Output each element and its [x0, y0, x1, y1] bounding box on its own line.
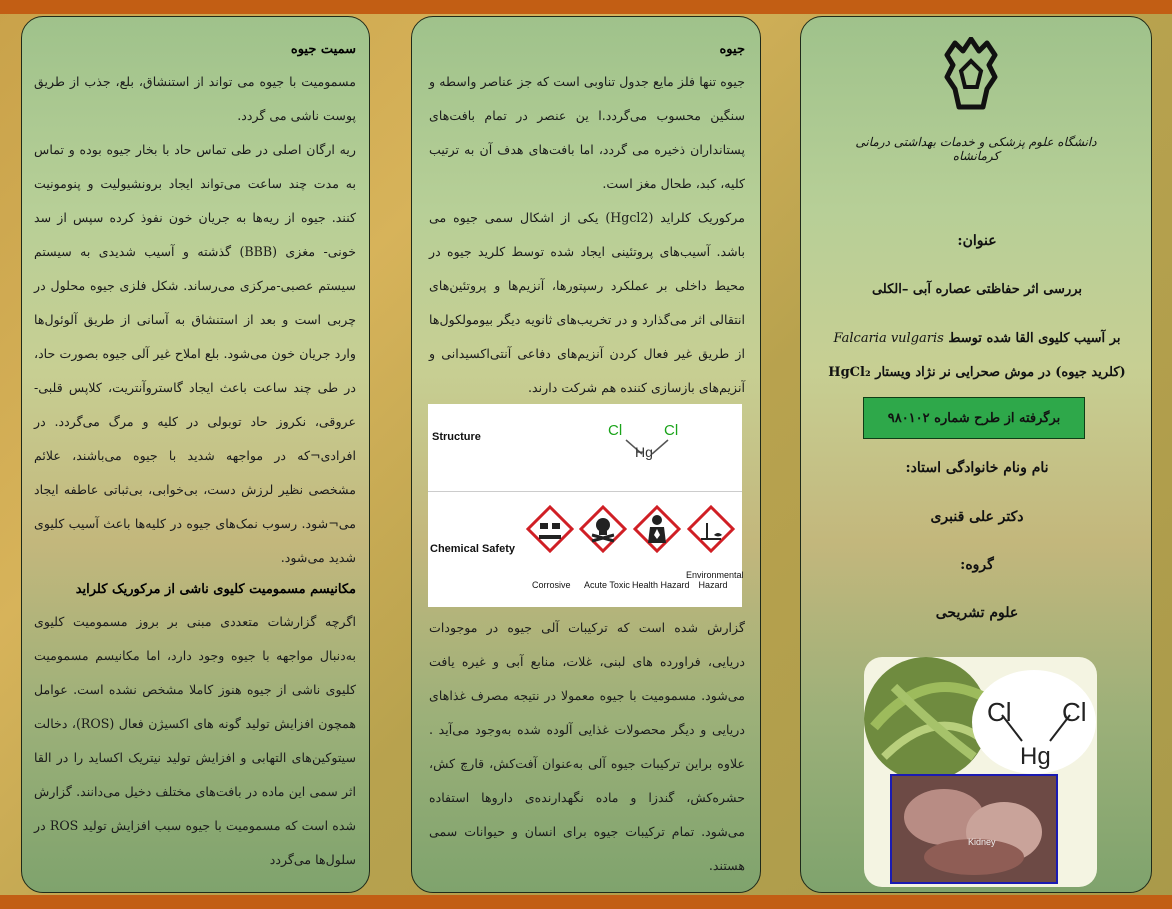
- photo-cl-right: Cl: [1062, 697, 1087, 727]
- title-line-2-fa: بر آسیب کلیوی القا شده توسط: [948, 331, 1121, 346]
- toxicity-paragraph-2: ریه ارگان اصلی در طی تماس حاد با بخار جیوه بوده و تماس به مدت چند ساعت می‌تواند ایجاد برونشیولیت و پنومونیت کنند. جیوه از ریه‌ها به جریان خون نفوذ کرده سپس از سد خونی- مغزی (BBB) گذشته و آسیب شدیدی به سیستم سیستم عصبی-مرکزی می‌رساند. شکل فلزی جیوه محلول در چربی است و بعد از استنشاق به آسانی از طریق آلوئول‌ها وارد جریان خون می‌شود. بلع املاح غیر آلی جیوه بصورت حاد، در طی چند ساعت باعث ایجاد گاستروآنتریت، کلاپس قلبی-عروقی، نکروز حاد توبولی در کلیه و مرگ می‌گردد. در افرادی¬که در مواجهه شدید با جیوه می‌باشند، علائم مشخصی نظیر لرزش دست، بی‌خوابی، بی‌ثباتی عاطفه ایجاد می¬شود. رسوب نمک‌های جیوه در کلیه‌ها باعث آسیب کلیوی شدید می‌شود.: [34, 142, 356, 565]
- hazard-health: Health Hazard: [632, 580, 690, 590]
- structure-cl-left: Cl: [608, 422, 623, 439]
- university-name: دانشگاه علوم پزشکی و خدمات بهداشتی درمانی کرمانشاه: [855, 135, 1097, 163]
- bottom-orange-bar: [0, 895, 1172, 909]
- title-line-3: [801, 365, 1152, 380]
- supervisor-label: نام ونام خانوادگی استاد:: [905, 460, 1049, 476]
- hazard-acute-toxic: Acute Toxic: [584, 580, 630, 590]
- mercury-title: جیوه: [719, 42, 745, 57]
- mercury-paragraph-1: جیوه تنها فلز مایع جدول تناوبی است که جز عناصر واسطه و سنگین محسوب می‌گردد.ا ین عنصر در تمام بافت‌های پستانداران ذخیره می گردد، اما بافت‌های هدف آن به ترتیب کلیه، کبد، طحال مغز است.: [429, 74, 745, 191]
- mercury-paragraph-2: مرکوریک کلراید (Hgcl2) یکی از اشکال سمی جیوه می باشد. آسیب‌های پروتئینی ایجاد شده توسط کلرید جیوه در محیط داخلی بر عملکرد رسپتورها، آنزیم‌ها و پروتئین‌های انتقالی اثر می‌گذارد و در تخریب‌های ثانویه دیگر بیومولکول‌ها از طریق غیر فعال کردن آنزیم‌های دفاعی آنتی‌اکسیدانی و آنزیم‌های بازسازی کننده هم شرکت دارند.: [429, 210, 745, 395]
- structure-row: [428, 404, 742, 492]
- hazard-environmental: Environmental Hazard: [686, 570, 744, 590]
- title-line-3-fa: (کلرید جیوه) در موش صحرایی نر نژاد ویستار: [875, 365, 1126, 380]
- health-hazard-icon: [633, 505, 681, 553]
- group-name: علوم تشریحی: [935, 605, 1019, 621]
- environmental-hazard-icon: [687, 505, 735, 553]
- cover-photo-collage: [864, 657, 1097, 887]
- mechanism-paragraph: اگرچه گزارشات متعددی مبنی بر بروز مسمومیت کلیوی به‌دنبال مواجهه با جیوه وجود دارد، اما مکانیسم مسمومیت کلیوی ناشی از جیوه هنوز کاملا مشخص نشده است. عوامل همچون افزایش تولید گونه های اکسیژن فعال (ROS)، دخالت سیتوکین‌های التهابی و افزایش تولید نیتریک اکساید را در القا اثر سمی این ماده در بافت‌های مختلف دخیل می‌دانند. گزارش شده است که مسمومیت با جیوه سبب افزایش تولید ROS در سلول‌ها می‌گردد: [34, 614, 357, 867]
- mechanism-title: مکانیسم مسمومیت کلیوی ناشی از مرکوریک کلراید: [75, 582, 356, 597]
- title-line-2: [801, 331, 1152, 346]
- top-orange-bar: [0, 0, 1172, 14]
- title-formula: HgCl₂: [828, 365, 871, 380]
- panel-mercury: [411, 16, 761, 893]
- university-logo-icon: [943, 37, 999, 117]
- toxicity-title: سمیت جیوه: [290, 42, 356, 57]
- safety-label: Chemical Safety: [430, 543, 515, 555]
- photo-hg: Hg: [1020, 743, 1051, 770]
- mercury-section: [429, 35, 745, 405]
- hazard-corrosive: Corrosive: [532, 580, 571, 590]
- supervisor-name: دکتر علی قنبری: [930, 509, 1024, 525]
- title-latin-name: Falcaria vulgaris: [833, 331, 944, 346]
- title-label: عنوان:: [957, 233, 997, 249]
- title-line-1: بررسی اثر حفاظتی عصاره آبی –الکلی: [871, 282, 1083, 297]
- structure-cl-right: Cl: [664, 422, 679, 439]
- toxicity-section: [34, 35, 356, 877]
- corrosive-icon: [526, 505, 574, 553]
- acute-toxic-icon: [579, 505, 627, 553]
- chemical-info-table: [428, 404, 742, 607]
- panel-toxicity: [21, 16, 370, 893]
- collage-graphic: [864, 657, 1097, 887]
- toxicity-paragraph-1: مسمومیت با جیوه می تواند از استنشاق، بلع، جذب از طریق پوست ناشی می گردد.: [34, 74, 356, 123]
- panel-cover: [800, 16, 1152, 893]
- group-label: گروه:: [960, 557, 994, 573]
- structure-label: Structure: [432, 431, 481, 443]
- photo-kidney-label: Kidney: [968, 837, 996, 847]
- photo-cl-left: Cl: [987, 697, 1012, 727]
- project-number-box: برگرفته از طرح شماره ۹۸۰۱۰۲: [863, 397, 1085, 439]
- organic-mercury-section: [429, 611, 745, 883]
- structure-hg: Hg: [635, 444, 653, 460]
- organic-paragraph: گزارش شده است که ترکیبات آلی جیوه در موجودات دریایی، فراورده های لبنی، غلات، منابع آبی و غیره یافت می‌شود. مسمومیت با جیوه معمولا در نتیجه مصرف غذاهای دریایی و دیگر محصولات غذایی آلوده شده به‌وجود می‌آید . علاوه براین ترکیبات جیوه آلی به‌عنوان آفت‌کش، قارچ کش، حشره‌کش، گندزا و ماده نگهدارنده‌ی داروها استفاده می‌شود. تمام ترکیبات جیوه برای انسان و حیوانات سمی هستند.: [429, 620, 745, 873]
